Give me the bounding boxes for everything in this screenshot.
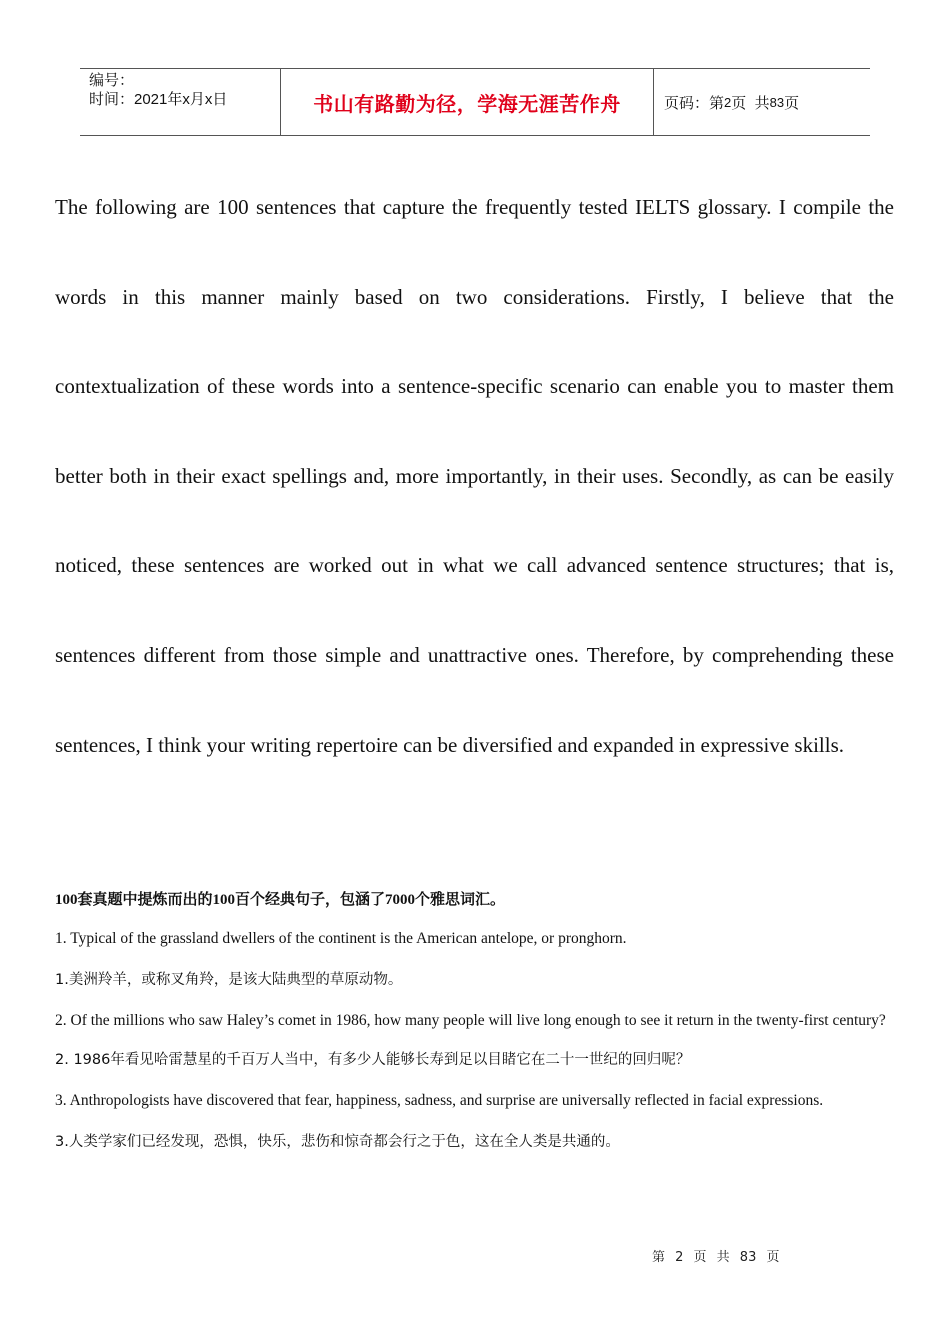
header-meta-cell [80,69,281,135]
document-header [80,68,870,136]
sentence-zh: 2. 1986年看见哈雷慧星的千百万人当中，有多少人能够长寿到足以目睹它在二十一世纪的回归呢？ [55,1052,691,1068]
sentence-en: 1. Typical of the grassland dwellers of the continent is the American antelope, or pronghorn. [55,930,627,947]
intro-paragraph: The following are 100 sentences that capture the frequently tested IELTS glossary. I compile the words in this manner mainly based on two considerations. Firstly, I believe that the contextualization of these words into a sentence-specific scenario can enable you to master them better both in their exact spellings and, more importantly, in their uses. Secondly, as can be easily noticed, these sentences are worked out in what we call advanced sentence structures; that is, sentences different from those simple and unattractive ones. Therefore, by comprehending these sentences, I think your writing repertoire can be diversified and expanded in expressive skills. [55,195,894,757]
page-current: 2 [724,94,732,110]
sentence-en: 3. Anthropologists have discovered that fear, happiness, sadness, and surprise are universally reflected in facial expressions. [55,1092,824,1109]
sentence-zh: 3.人类学家们已经发现，恐惧，快乐，悲伤和惊奇都会行之于色，这在全人类是共通的。 [55,1134,620,1150]
header-motto: 书山有路勤为径，学海无涯苦作舟 [281,69,654,135]
header-page-info [654,69,870,135]
page-label-suffix: 页 [784,94,800,112]
page-label-prefix: 页码：第 [664,94,725,112]
sentence-zh: 1.美洲羚羊，或称叉角羚，是该大陆典型的草原动物。 [55,972,403,988]
page-total: 83 [769,94,785,110]
list-heading: 100套真题中提炼而出的100百个经典句子，包涵了7000个雅思词汇。 [55,892,506,908]
page-footer: 第 2 页 共 83 页 [652,1250,780,1265]
page-label-mid: 页 共 [731,94,770,112]
sentence-en: 2. Of the millions who saw Haley’s comet in 1986, how many people will live long enough to see it return in the twenty-first century? [55,1012,886,1029]
time-label: 时间：2021年x月x日 [89,91,228,108]
sentence-list [55,928,894,1172]
serial-label: 编号： [89,72,135,89]
